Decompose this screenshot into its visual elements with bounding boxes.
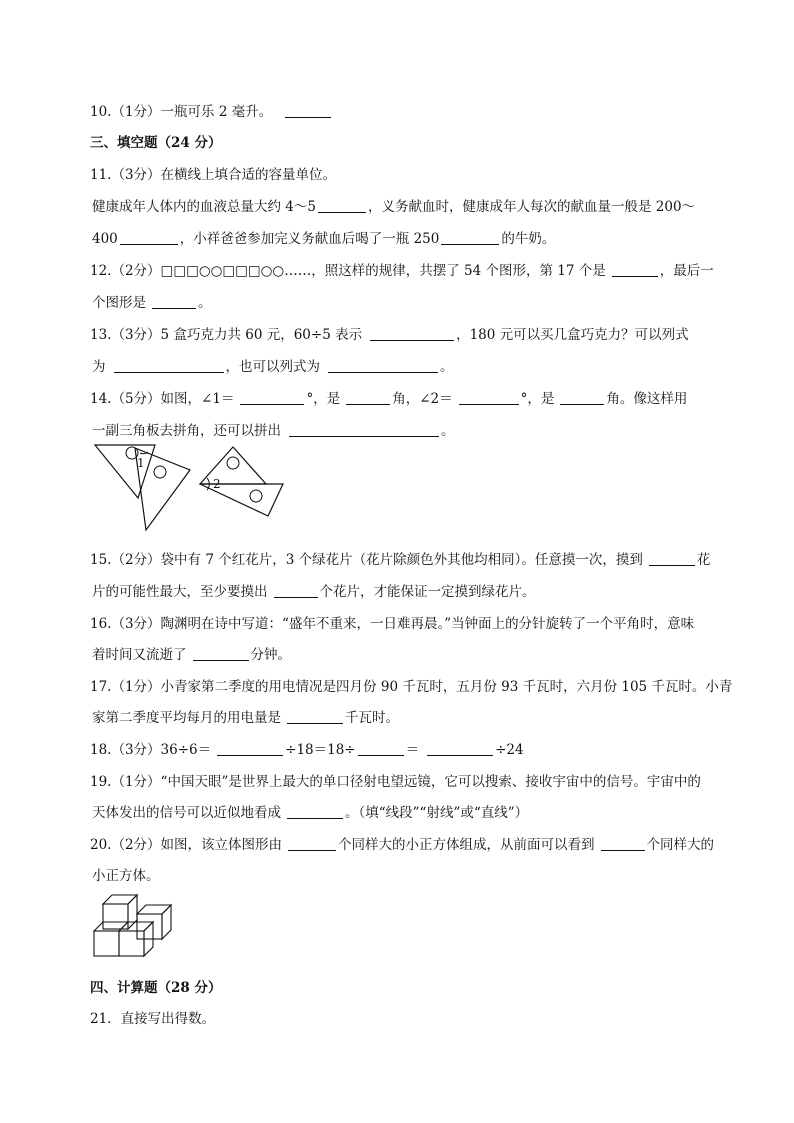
q20-text-c: 个同样大的 xyxy=(646,837,715,853)
triangle-hole xyxy=(227,457,239,469)
q18-text-c: ＝ xyxy=(405,742,420,758)
angle-1-diagram xyxy=(95,445,190,530)
answer-blank[interactable] xyxy=(612,262,658,277)
q16-text-b: 着时间又流逝了 xyxy=(92,647,187,663)
question-18 xyxy=(90,741,730,759)
q14-text-a: 14.（5分）如图，∠1＝ xyxy=(90,391,235,407)
q18-text-a: 18.（3分）36÷6＝ xyxy=(90,742,212,758)
answer-blank[interactable] xyxy=(152,294,196,309)
triangle-hole xyxy=(250,490,262,502)
q13-text-c: 为 xyxy=(92,359,106,375)
question-11-line1 xyxy=(92,198,732,216)
answer-blank[interactable] xyxy=(285,103,331,118)
question-10 xyxy=(90,103,730,121)
q11-text-e: 的牛奶。 xyxy=(501,231,556,247)
answer-blank[interactable] xyxy=(318,198,366,213)
answer-blank[interactable] xyxy=(274,583,318,598)
question-14-line2 xyxy=(92,422,732,440)
question-10-text: 10.（1分）一瓶可乐 2 毫升。 xyxy=(90,104,273,120)
q11-text-c: 400 xyxy=(92,231,118,247)
answer-blank[interactable] xyxy=(560,390,604,405)
triangle-2a xyxy=(200,447,266,484)
question-16-line2 xyxy=(92,646,732,664)
set-square-angle-figure xyxy=(90,440,290,535)
section-3-title: 三、填空题（24 分） xyxy=(90,135,222,151)
question-21: 21．直接写出得数。 xyxy=(90,1011,216,1027)
q16-text-c: 分钟。 xyxy=(250,647,291,663)
angle-1-arc xyxy=(140,452,148,454)
q14-text-e: 角。像这样用 xyxy=(606,391,688,407)
answer-blank[interactable] xyxy=(346,390,390,405)
answer-blank[interactable] xyxy=(358,741,404,756)
angle-1-label: 1 xyxy=(137,456,145,470)
answer-blank[interactable] xyxy=(287,804,343,819)
q13-text-e: 。 xyxy=(440,359,454,375)
angle-2-label: 2 xyxy=(213,477,221,491)
answer-blank[interactable] xyxy=(287,709,343,724)
q11-text-a: 健康成年人体内的血液总量大约 4～5 xyxy=(92,199,316,215)
answer-blank[interactable] xyxy=(328,358,438,373)
question-15-line1 xyxy=(90,551,730,569)
question-20-line2: 小正方体。 xyxy=(92,868,160,884)
answer-blank[interactable] xyxy=(193,646,249,661)
answer-blank[interactable] xyxy=(649,551,695,566)
answer-blank[interactable] xyxy=(289,422,439,437)
answer-blank[interactable] xyxy=(114,358,224,373)
answer-blank[interactable] xyxy=(288,836,336,851)
q15-text-d: 个花片，才能保证一定摸到绿花片。 xyxy=(319,584,536,600)
question-11-stem: 11.（3分）在横线上填合适的容量单位。 xyxy=(90,167,337,183)
q12-text-c: 个图形是 xyxy=(92,295,146,311)
q20-text-b: 个同样大的小正方体组成，从前面可以看到 xyxy=(338,837,595,853)
q20-text-a: 20.（2分）如图，该立体图形由 xyxy=(90,837,283,853)
triangle-hole xyxy=(154,466,166,478)
q19-text-b: 天体发出的信号可以近似地看成 xyxy=(92,805,281,821)
answer-blank[interactable] xyxy=(441,230,499,245)
q15-text-a: 15.（2分）袋中有 7 个红花片，3 个绿花片（花片除颜色外其他均相同）。任意摸一次，摸到 xyxy=(90,552,643,568)
q12-text-b: ，最后一 xyxy=(659,263,714,279)
section-4-title: 四、计算题（28 分） xyxy=(90,980,222,996)
answer-blank[interactable] xyxy=(120,230,178,245)
q13-text-b: ，180 元可以买几盒巧克力？可以列式 xyxy=(456,327,689,343)
q14-text-d: °，是 xyxy=(520,391,555,407)
q18-text-d: ÷24 xyxy=(495,742,524,758)
cube xyxy=(103,895,137,929)
question-11-line2 xyxy=(92,230,732,248)
question-12-line2 xyxy=(92,294,732,312)
q13-text-a: 13.（3分）5 盒巧克力共 60 元，60÷5 表示 xyxy=(90,327,363,343)
answer-blank[interactable] xyxy=(459,390,519,405)
cube-stack-figure xyxy=(92,890,172,962)
angle-2-diagram xyxy=(200,447,283,516)
question-16-line1: 16.（3分）陶渊明在诗中写道：“盛年不重来，一日难再晨。”当钟面上的分针旋转了一个平角时，意味 xyxy=(90,616,695,632)
question-17-line2 xyxy=(92,709,732,727)
q14-text-f: 一副三角板去拼角，还可以拼出 xyxy=(92,423,281,439)
q12-text-a: 12.（2分）□□□○○□□□○○……，照这样的规律，共摆了 54 个图形，第 17 个是 xyxy=(90,263,606,279)
question-14-line1 xyxy=(90,390,730,408)
q14-text-b: °，是 xyxy=(306,391,341,407)
question-12-line1 xyxy=(90,262,730,280)
q11-text-b: ，义务献血时，健康成年人每次的献血量一般是 200～ xyxy=(367,199,696,215)
question-20-line1 xyxy=(90,836,730,854)
question-17-line1: 17.（1分）小青家第二季度的用电情况是四月份 90 千瓦时，五月份 93 千瓦时，六月份 105 千瓦时。小青 xyxy=(90,679,733,695)
q15-text-b: 花 xyxy=(696,552,711,568)
q13-text-d: ，也可以列式为 xyxy=(225,359,320,375)
answer-blank[interactable] xyxy=(240,390,304,405)
q14-text-c: 角，∠2＝ xyxy=(392,391,453,407)
question-13-line2 xyxy=(92,358,732,376)
q11-text-d: ，小祥爸爸参加完义务献血后喝了一瓶 250 xyxy=(179,231,440,247)
q17-text-c: 千瓦时。 xyxy=(345,710,399,726)
question-19-line2 xyxy=(92,804,732,822)
q18-text-b: ÷18＝18÷ xyxy=(285,742,356,758)
question-19-line1: 19.（1分）“中国天眼”是世界上最大的单口径射电望远镜，它可以搜索、接收宇宙中的信号。宇宙中的 xyxy=(90,774,701,790)
q15-text-c: 片的可能性最大，至少要摸出 xyxy=(92,584,268,600)
q12-text-d: 。 xyxy=(198,295,212,311)
question-13-line1 xyxy=(90,326,730,344)
answer-blank[interactable] xyxy=(601,836,645,851)
answer-blank[interactable] xyxy=(217,741,283,756)
q14-text-g: 。 xyxy=(441,423,455,439)
q17-text-b: 家第二季度平均每月的用电量是 xyxy=(92,710,281,726)
answer-blank[interactable] xyxy=(370,326,454,341)
question-15-line2 xyxy=(92,583,732,601)
answer-blank[interactable] xyxy=(427,741,493,756)
q19-text-c: 。（填“线段”“射线”或“直线”） xyxy=(345,805,529,821)
